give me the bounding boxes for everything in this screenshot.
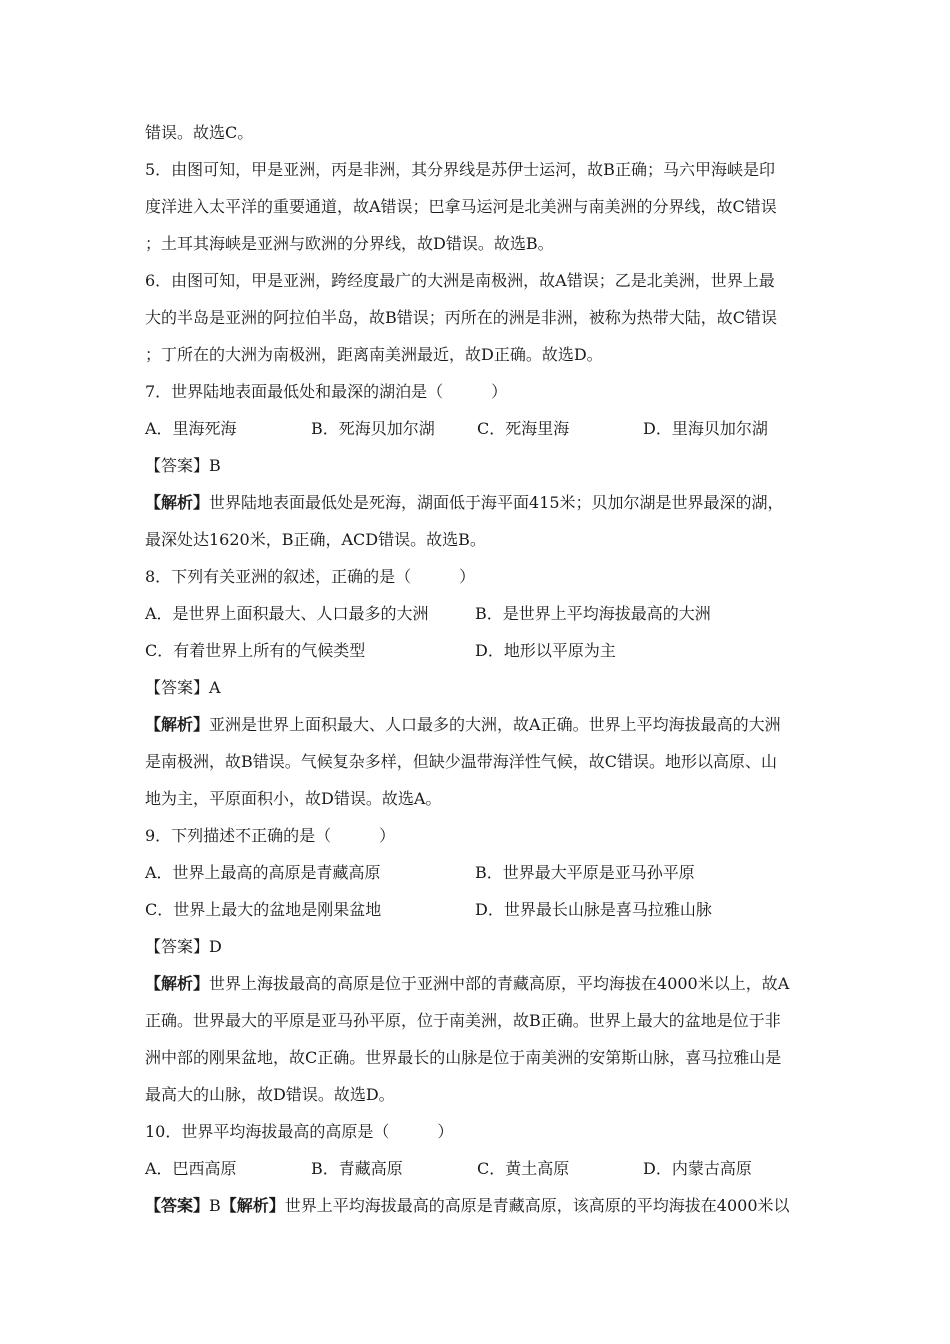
explanation-q8-line: 是南极洲，故B错误。气候复杂多样，但缺少温带海洋性气候，故C错误。地形以高原、山 xyxy=(145,752,778,771)
answer-value: B xyxy=(209,1196,221,1215)
question-7: 7．世界陆地表面最低处和最深的湖泊是（ ） xyxy=(145,382,508,401)
explanation-q5-line: 度洋进入太平洋的重要通道，故A错误；巴拿马运河是北美洲与南美洲的分界线，故C错误 xyxy=(145,197,777,216)
option-a: A．巴西高原 xyxy=(145,1159,237,1178)
explanation-tag: 【解析】 xyxy=(145,715,210,734)
explanation-q9-line: 正确。世界最大的平原是亚马孙平原，位于南美洲，故B正确。世界上最大的盆地是位于非 xyxy=(145,1011,781,1030)
question-8-options-row2 xyxy=(145,632,810,669)
option-c: C．黄土高原 xyxy=(477,1159,570,1178)
question-10-options xyxy=(145,1150,810,1187)
question-9-options-row1 xyxy=(145,854,810,891)
question-8: 8．下列有关亚洲的叙述，正确的是（ ） xyxy=(145,567,476,586)
explanation-q9-line: 洲中部的刚果盆地，故C正确。世界最长的山脉是位于南美洲的安第斯山脉，喜马拉雅山是 xyxy=(145,1048,782,1067)
option-b: B．青藏高原 xyxy=(311,1159,403,1178)
explanation-q8 xyxy=(145,706,810,743)
explanation-q5-line: 5．由图可知，甲是亚洲，丙是非洲，其分界线是苏伊士运河，故B正确；马六甲海峡是印 xyxy=(145,160,775,179)
explanation-q6-line: 6．由图可知，甲是亚洲，跨经度最广的大洲是南极洲，故A错误；乙是北美洲，世界上最 xyxy=(145,271,775,290)
option-d: D．地形以平原为主 xyxy=(475,641,616,660)
option-a: A．是世界上面积最大、人口最多的大洲 xyxy=(145,604,429,623)
explanation-q8-line: 地为主，平原面积小，故D错误。故选A。 xyxy=(145,789,442,808)
answer-tag: 【答案】 xyxy=(145,1196,210,1215)
option-a: A．世界上最高的高原是青藏高原 xyxy=(145,863,381,882)
question-9-options-row2 xyxy=(145,891,810,928)
option-b: B．世界最大平原是亚马孙平原 xyxy=(475,863,695,882)
text-line: 错误。故选C。 xyxy=(145,123,254,142)
explanation-text: 世界上海拔最高的高原是位于亚洲中部的青藏高原，平均海拔在4000米以上，故A xyxy=(209,974,790,993)
explanation-q5-line: ；土耳其海峡是亚洲与欧洲的分界线，故D错误。故选B。 xyxy=(145,234,554,253)
explanation-text: 世界陆地表面最低处是死海，湖面低于海平面415米；贝加尔湖是世界最深的湖， xyxy=(209,493,784,512)
explanation-text: 亚洲是世界上面积最大、人口最多的大洲，故A正确。世界上平均海拔最高的大洲 xyxy=(209,715,781,734)
question-8-options-row1 xyxy=(145,595,810,632)
explanation-q9-line: 最高大的山脉，故D错误。故选D。 xyxy=(145,1085,395,1104)
option-c: C．死海里海 xyxy=(477,419,570,438)
answer-q9: 【答案】D xyxy=(145,937,222,956)
question-9: 9．下列描述不正确的是（ ） xyxy=(145,826,396,845)
explanation-q6-line: ；丁所在的大洲为南极洲，距离南美洲最近，故D正确。故选D。 xyxy=(145,345,603,364)
answer-and-explanation-q10 xyxy=(145,1187,810,1224)
option-b: B．死海贝加尔湖 xyxy=(311,419,435,438)
question-10: 10．世界平均海拔最高的高原是（ ） xyxy=(145,1122,454,1141)
explanation-q9 xyxy=(145,965,810,1002)
explanation-q7-line: 最深处达1620米，B正确，ACD错误。故选B。 xyxy=(145,530,486,549)
option-d: D．内蒙古高原 xyxy=(643,1159,752,1178)
option-d: D．世界最长山脉是喜马拉雅山脉 xyxy=(475,900,712,919)
explanation-tag: 【解析】 xyxy=(145,974,210,993)
explanation-text: 世界上平均海拔最高的高原是青藏高原，该高原的平均海拔在4000米以 xyxy=(284,1196,790,1215)
explanation-tag: 【解析】 xyxy=(145,493,210,512)
option-c: C．有着世界上所有的气候类型 xyxy=(145,641,366,660)
option-c: C．世界上最大的盆地是刚果盆地 xyxy=(145,900,382,919)
explanation-q6-line: 大的半岛是亚洲的阿拉伯半岛，故B错误；丙所在的洲是非洲，被称为热带大陆，故C错误 xyxy=(145,308,778,327)
explanation-q7 xyxy=(145,484,810,521)
option-b: B．是世界上平均海拔最高的大洲 xyxy=(475,604,711,623)
option-d: D．里海贝加尔湖 xyxy=(643,419,768,438)
option-a: A．里海死海 xyxy=(145,419,237,438)
answer-q7: 【答案】B xyxy=(145,456,221,475)
answer-q8: 【答案】A xyxy=(145,678,221,697)
question-7-options xyxy=(145,410,810,447)
explanation-tag: 【解析】 xyxy=(220,1196,285,1215)
